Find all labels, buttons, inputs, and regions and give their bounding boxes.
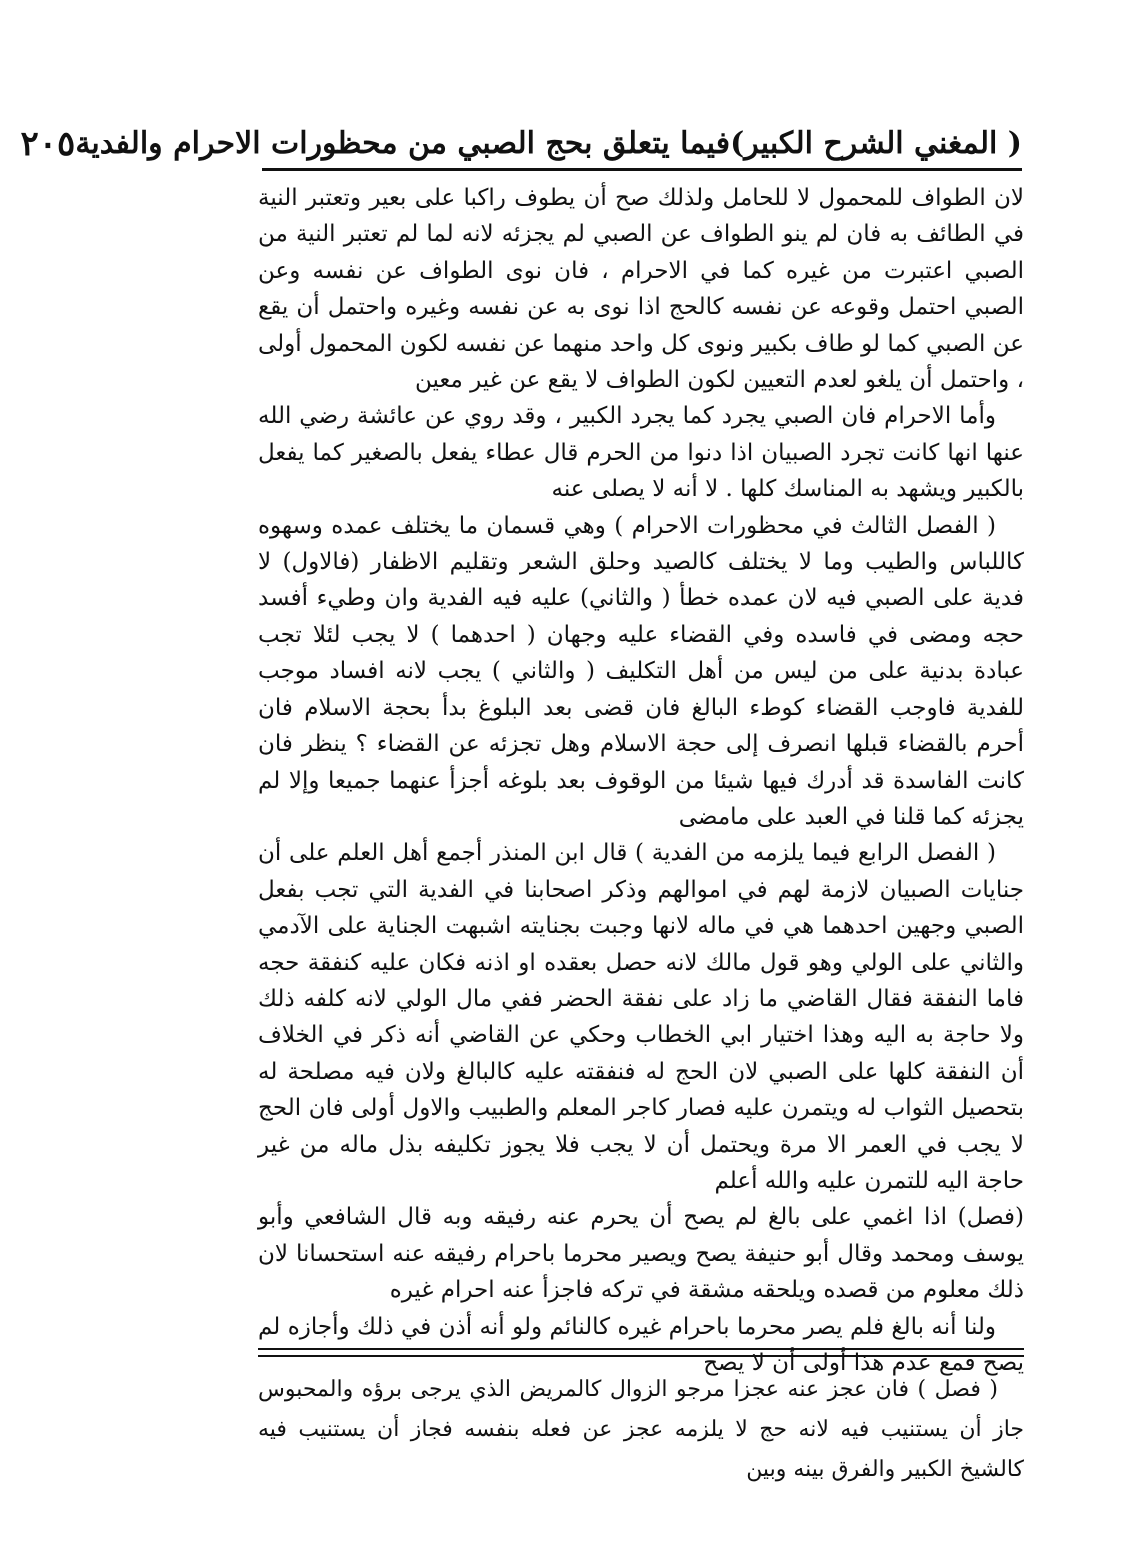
main-text [258,180,1024,1381]
paragraph: (فصل) اذا اغمي على بالغ لم يصح أن يحرم عنه رفيقه وبه قال الشافعي وأبو يوسف ومحمد وقال أبو حنيفة يصح ويصير محرما باحرام رفيقه عنه استحسانا لان ذلك معلوم من قصده ويلحقه مشقة في تركه فاجزأ عنه احرام غيره [258,1204,1024,1304]
footnote-text [258,1370,1024,1490]
footnote-divider [258,1348,1024,1357]
paragraph: لان الطواف للمحمول لا للحامل ولذلك صح أن يطوف راكبا على بعير وتعتبر النية في الطائف به فان لم ينو الطواف عن الصبي لم يجزئه لانه لما لم تعتبر النية من الصبي اعتبرت من غيره كما في الاحرام ، فان نوى الطواف عن نفسه وعن الصبي احتمل وقوعه عن نفسه كالحج اذا نوى به عن نفسه وغيره واحتمل أن يقع عن الصبي كما لو طاف بكبير ونوى كل واحد منهما عن نفسه لكون المحمول أولى ، واحتمل أن يلغو لعدم التعيين لكون الطواف لا يقع عن غير معين [258,185,1024,394]
paragraph: وأما الاحرام فان الصبي يجرد كما يجرد الكبير ، وقد روي عن عائشة رضي الله عنها انها كانت تجرد الصبيان اذا دنوا من الحرم قال عطاء يفعل بالصغير كما يفعل بالكبير ويشهد به المناسك كلها . لا أنه لا يصلى عنه [258,403,1024,503]
running-header [20,114,1022,164]
footnote-paragraph: ( فصل ) فان عجز عنه عجزا مرجو الزوال كالمريض الذي يرجى برؤه والمحبوس جاز أن يستنيب فيه لانه حج لا يلزمه عجز عن فعله بنفسه فجاز أن يستنيب فيه كالشيخ الكبير والفرق بينه وبين [258,1377,1024,1482]
paragraph: ( الفصل الرابع فيما يلزمه من الفدية ) قال ابن المنذر أجمع أهل العلم على أن جنايات الصبيان لازمة لهم في اموالهم وذكر اصحابنا في الفدية التي تجب بفعل الصبي وجهين احدهما هي في ماله لانها وجبت بجنايته اشبهت الجناية على الآدمي والثاني على الولي وهو قول مالك لانه حصل بعقده او اذنه فكان عليه كنفقة حجه فاما النفقة فقال القاضي ما زاد على نفقة الحضر ففي مال الولي لانه كلفه ذلك ولا حاجة به اليه وهذا اختيار ابي الخطاب وحكي عن القاضي أنه ذكر في الخلاف أن النفقة كلها على الصبي لان الحج له فنفقته عليه كالبالغ ولان فيه مصلحة له بتحصيل الثواب له ويتمرن عليه فصار كاجر المعلم والطبيب والاول أولى فان الحج لا يجب في العمر الا مرة ويحتمل أن لا يجب فلا يجوز تكليفه بذل ماله من غير حاجة اليه للتمرن عليه والله أعلم [258,840,1024,1194]
page-number: ٢٠٥ [20,124,76,164]
header-rule [262,168,1022,171]
chapter-title: فيما يتعلق بحج الصبي من محظورات الاحرام والفدية [75,126,731,161]
book-title: ( المغني الشرح الكبير) [730,126,1022,161]
paragraph: ( الفصل الثالث في محظورات الاحرام ) وهي قسمان ما يختلف عمده وسهوه كاللباس والطيب وما لا يختلف كالصيد وحلق الشعر وتقليم الاظفار (فالاول) لا فدية على الصبي فيه لان عمده خطأ ( والثاني) عليه فيه الفدية وان وطيء أفسد حجه ومضى في فاسده وفي القضاء عليه وجهان ( احدهما ) لا يجب لئلا تجب عبادة بدنية على من ليس من أهل التكليف ( والثاني ) يجب لانه افساد موجب للفدية فاوجب القضاء كوطء البالغ فان قضى بعد البلوغ بدأ بحجة الاسلام فان أحرم بالقضاء قبلها انصرف إلى حجة الاسلام وهل تجزئه عن القضاء ؟ ينظر فان كانت الفاسدة قد أدرك فيها شيئا من الوقوف بعد بلوغه أجزأ عنهما جميعا وإلا لم يجزئه كما قلنا في العبد على مامضى [258,512,1024,830]
paragraph: ولنا أنه بالغ فلم يصر محرما باحرام غيره كالنائم ولو أنه أذن في ذلك وأجازه لم يصح فمع عدم هذا أولى أن لا يصح [258,1313,1024,1376]
